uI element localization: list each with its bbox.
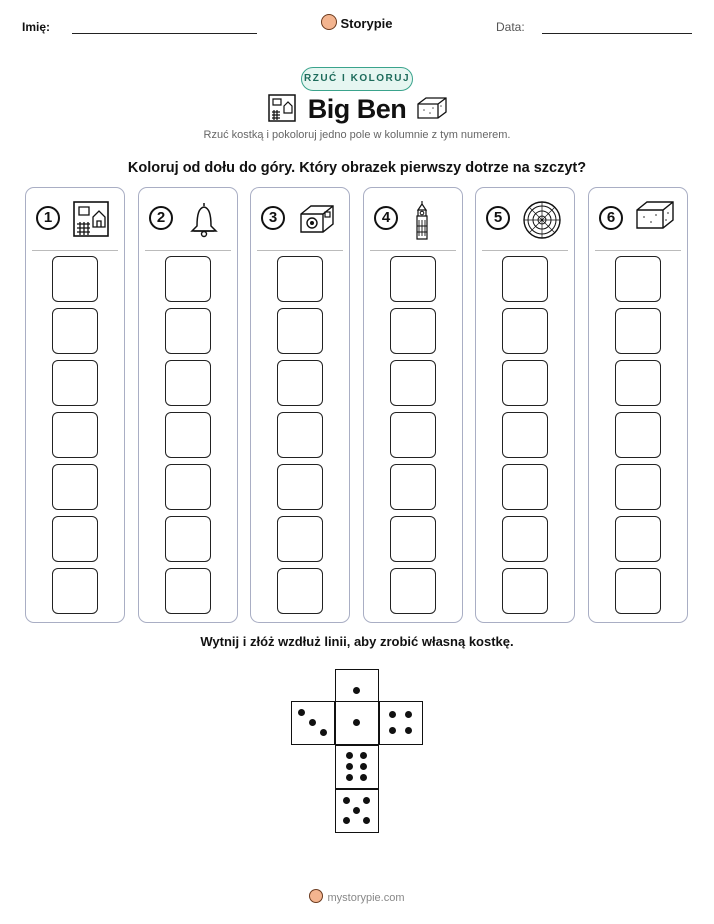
die-pip	[346, 774, 353, 781]
color-cell[interactable]	[615, 568, 661, 614]
column-number: 5	[486, 206, 510, 230]
color-cell[interactable]	[165, 308, 211, 354]
column-divider	[32, 250, 118, 251]
die-pip	[405, 711, 412, 718]
color-cell[interactable]	[615, 516, 661, 562]
footer	[0, 889, 714, 904]
die-pip	[405, 727, 412, 734]
color-cell[interactable]	[502, 360, 548, 406]
color-cell[interactable]	[165, 516, 211, 562]
brick-icon	[635, 200, 673, 238]
column-divider	[482, 250, 568, 251]
die-face-5	[335, 789, 379, 833]
column-number: 6	[599, 206, 623, 230]
die-pip	[353, 719, 360, 726]
rose-window-icon	[522, 200, 560, 238]
camera-icon	[297, 200, 335, 238]
color-cell[interactable]	[615, 464, 661, 510]
brand-name: Storypie	[340, 16, 393, 31]
column-number: 1	[36, 206, 60, 230]
brand-logo	[0, 14, 714, 31]
instruction: Koloruj od dołu do góry. Który obrazek pierwszy dotrze na szczyt?	[127, 160, 587, 176]
die-face-6	[335, 745, 379, 789]
date-label: Data:	[496, 20, 525, 34]
column-4	[363, 187, 463, 623]
die-pip	[309, 719, 316, 726]
die-pip	[389, 727, 396, 734]
color-cell[interactable]	[52, 256, 98, 302]
name-label: Imię:	[22, 20, 51, 34]
footer-url: mystorypie.com	[327, 892, 405, 904]
page-title: Big Ben	[307, 94, 407, 124]
die-pip	[343, 797, 350, 804]
activity-badge: RZUĆ I KOLORUJ	[301, 67, 413, 91]
column-6	[588, 187, 688, 623]
column-number: 4	[374, 206, 398, 230]
color-cell[interactable]	[390, 308, 436, 354]
cut-instruction: Wytnij i złóż wzdłuż linii, aby zrobić własną kostkę.	[200, 634, 514, 649]
color-cell[interactable]	[502, 516, 548, 562]
color-cell[interactable]	[615, 308, 661, 354]
die-face-3	[291, 701, 335, 745]
color-cell[interactable]	[615, 412, 661, 458]
die-pip	[360, 774, 367, 781]
map-icon	[72, 200, 110, 238]
tower-icon	[410, 200, 448, 238]
column-2	[138, 187, 238, 623]
subtitle: Rzuć kostką i pokoloruj jedno pole w kolumnie z tym numerem.	[203, 129, 511, 141]
column-3	[250, 187, 350, 623]
color-cell[interactable]	[165, 464, 211, 510]
color-cell[interactable]	[277, 464, 323, 510]
date-line[interactable]	[542, 33, 692, 34]
column-divider	[370, 250, 456, 251]
column-5	[475, 187, 575, 623]
color-cell[interactable]	[277, 308, 323, 354]
die-pip	[346, 752, 353, 759]
color-cell[interactable]	[615, 360, 661, 406]
color-cell[interactable]	[52, 464, 98, 510]
die-pip	[346, 763, 353, 770]
column-1	[25, 187, 125, 623]
die-pip	[343, 817, 350, 824]
storypie-mascot-icon	[321, 14, 337, 30]
bell-icon	[185, 200, 223, 238]
color-cell[interactable]	[52, 516, 98, 562]
column-divider	[145, 250, 231, 251]
color-cell[interactable]	[502, 412, 548, 458]
die-face-1	[335, 701, 379, 745]
color-cell[interactable]	[52, 308, 98, 354]
color-cell[interactable]	[165, 360, 211, 406]
column-number: 3	[261, 206, 285, 230]
color-cell[interactable]	[390, 464, 436, 510]
brick-icon	[416, 96, 448, 120]
name-line[interactable]	[72, 33, 257, 34]
die-pip	[298, 709, 305, 716]
color-cell[interactable]	[390, 360, 436, 406]
column-number: 2	[149, 206, 173, 230]
color-cell[interactable]	[165, 256, 211, 302]
color-cell[interactable]	[277, 516, 323, 562]
die-pip	[363, 817, 370, 824]
color-cell[interactable]	[52, 412, 98, 458]
color-cell[interactable]	[277, 568, 323, 614]
color-cell[interactable]	[52, 568, 98, 614]
color-cell[interactable]	[277, 360, 323, 406]
die-pip	[360, 763, 367, 770]
die-pip	[363, 797, 370, 804]
column-divider	[257, 250, 343, 251]
color-cell[interactable]	[390, 516, 436, 562]
color-cell[interactable]	[165, 412, 211, 458]
storypie-mascot-icon	[309, 889, 323, 903]
color-cell[interactable]	[52, 360, 98, 406]
column-divider	[595, 250, 681, 251]
color-cell[interactable]	[165, 568, 211, 614]
color-cell[interactable]	[615, 256, 661, 302]
die-pip	[389, 711, 396, 718]
color-cell[interactable]	[277, 412, 323, 458]
color-cell[interactable]	[502, 568, 548, 614]
die-pip	[360, 752, 367, 759]
die-face-4	[379, 701, 423, 745]
color-cell[interactable]	[502, 464, 548, 510]
color-cell[interactable]	[502, 256, 548, 302]
die-pip	[353, 807, 360, 814]
die-pip	[353, 687, 360, 694]
color-cell[interactable]	[502, 308, 548, 354]
die-pip	[320, 729, 327, 736]
color-cell[interactable]	[390, 568, 436, 614]
color-cell[interactable]	[277, 256, 323, 302]
color-cell[interactable]	[390, 412, 436, 458]
color-cell[interactable]	[390, 256, 436, 302]
